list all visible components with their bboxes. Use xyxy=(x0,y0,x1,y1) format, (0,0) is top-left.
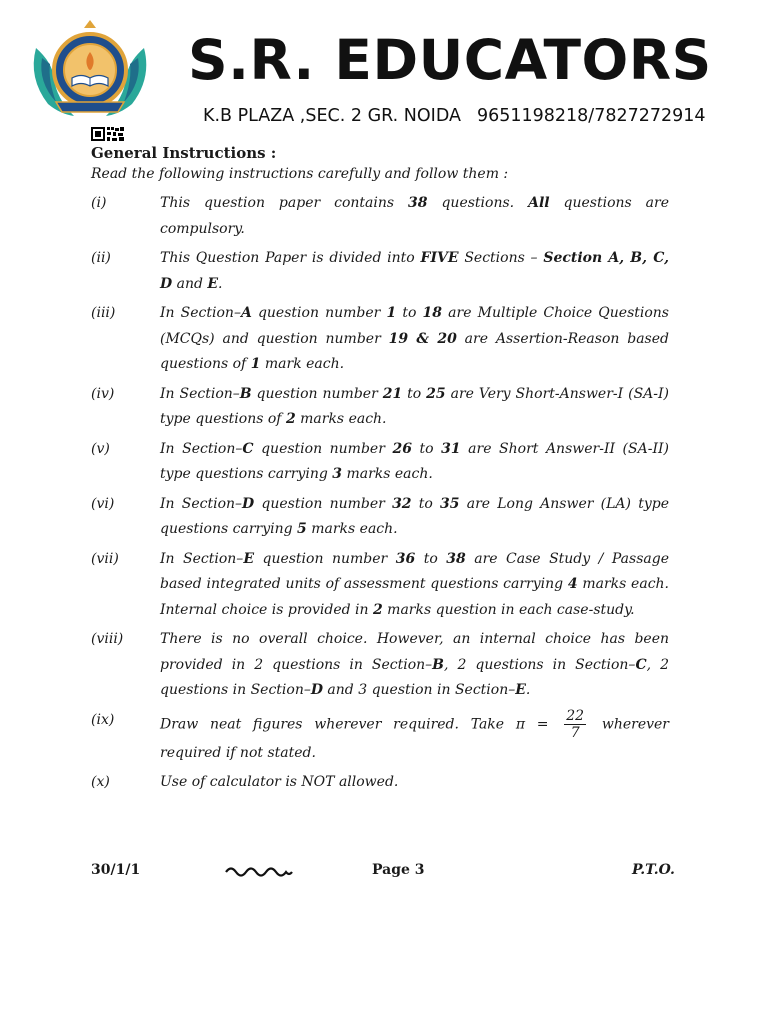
page-number: Page 3 xyxy=(372,862,425,878)
address-line xyxy=(203,104,706,128)
instruction-text: Draw neat figures wherever required. Take π = $\frac{22}{7}$ wherever required if not stated. xyxy=(160,707,669,761)
instruction-text: This Question Paper is divided into FIVE Sections – Section A, B, C, D and E. xyxy=(160,250,669,292)
instruction-item xyxy=(91,246,669,297)
instruction-number: (viii) xyxy=(91,631,124,647)
page-footer xyxy=(0,862,768,884)
instruction-number: (x) xyxy=(91,773,110,790)
instruction-number: (vi) xyxy=(91,495,115,512)
instruction-item xyxy=(91,547,669,624)
instruction-item xyxy=(91,770,669,796)
qr-code-icon xyxy=(91,127,125,141)
instruction-number: (vii) xyxy=(91,550,119,567)
instruction-item xyxy=(91,191,669,242)
instruction-number: (ix) xyxy=(91,711,115,728)
instruction-number: (iii) xyxy=(91,305,116,321)
instruction-text: In Section–E question number 36 to 38 are Case Study / Passage based integrated units of assessment questions carrying 4 marks each. Internal choice is provided in 2 marks question in each case-study. xyxy=(160,550,669,618)
pto-label: P.T.O. xyxy=(632,862,675,878)
instruction-item xyxy=(91,437,669,488)
instruction-text: This question paper contains 38 questions. All questions are compulsory. xyxy=(160,195,669,237)
instruction-item xyxy=(91,301,669,378)
wave-ornament-icon xyxy=(224,864,294,880)
instruction-text: In Section–A question number 1 to 18 are Multiple Choice Questions (MCQs) and question number 19 & 20 are Assertion-Reason based questions of 1 mark each. xyxy=(160,305,669,372)
instruction-item xyxy=(91,382,669,433)
instructions-list xyxy=(91,191,669,799)
instructions-subheading: Read the following instructions carefully and follow them : xyxy=(91,166,509,182)
instruction-text: In Section–B question number 21 to 25 are Very Short-Answer-I (SA-I) type questions of 2 marks each. xyxy=(160,385,669,427)
instruction-item xyxy=(91,627,669,704)
phone-number: 9651198218/7827272914 xyxy=(476,106,706,126)
instruction-number: (ii) xyxy=(91,250,111,266)
instruction-number: (v) xyxy=(91,440,110,457)
instruction-number: (i) xyxy=(91,195,107,211)
address-text: K.B PLAZA ,SEC. 2 GR. NOIDA xyxy=(203,106,461,126)
paper-code: 30/1/1 xyxy=(91,862,141,878)
instruction-text: In Section–D question number 32 to 35 are Long Answer (LA) type questions carrying 5 marks each. xyxy=(160,495,669,537)
instruction-item xyxy=(91,492,669,543)
instruction-text: There is no overall choice. However, an internal choice has been provided in 2 questions in Section–B, 2 questions in Section–C, 2 questions in Section–D and 3 question in Section–E. xyxy=(160,631,669,698)
instructions-heading: General Instructions : xyxy=(91,144,277,162)
instruction-item xyxy=(91,708,669,766)
instruction-number: (iv) xyxy=(91,385,115,402)
institute-name: S.R. EDUCATORS xyxy=(188,28,712,92)
instruction-text: In Section–C question number 26 to 31 are Short Answer-II (SA-II) type questions carrying 3 marks each. xyxy=(160,440,669,482)
logo xyxy=(26,18,154,124)
instruction-text: Use of calculator is NOT allowed. xyxy=(160,773,399,790)
